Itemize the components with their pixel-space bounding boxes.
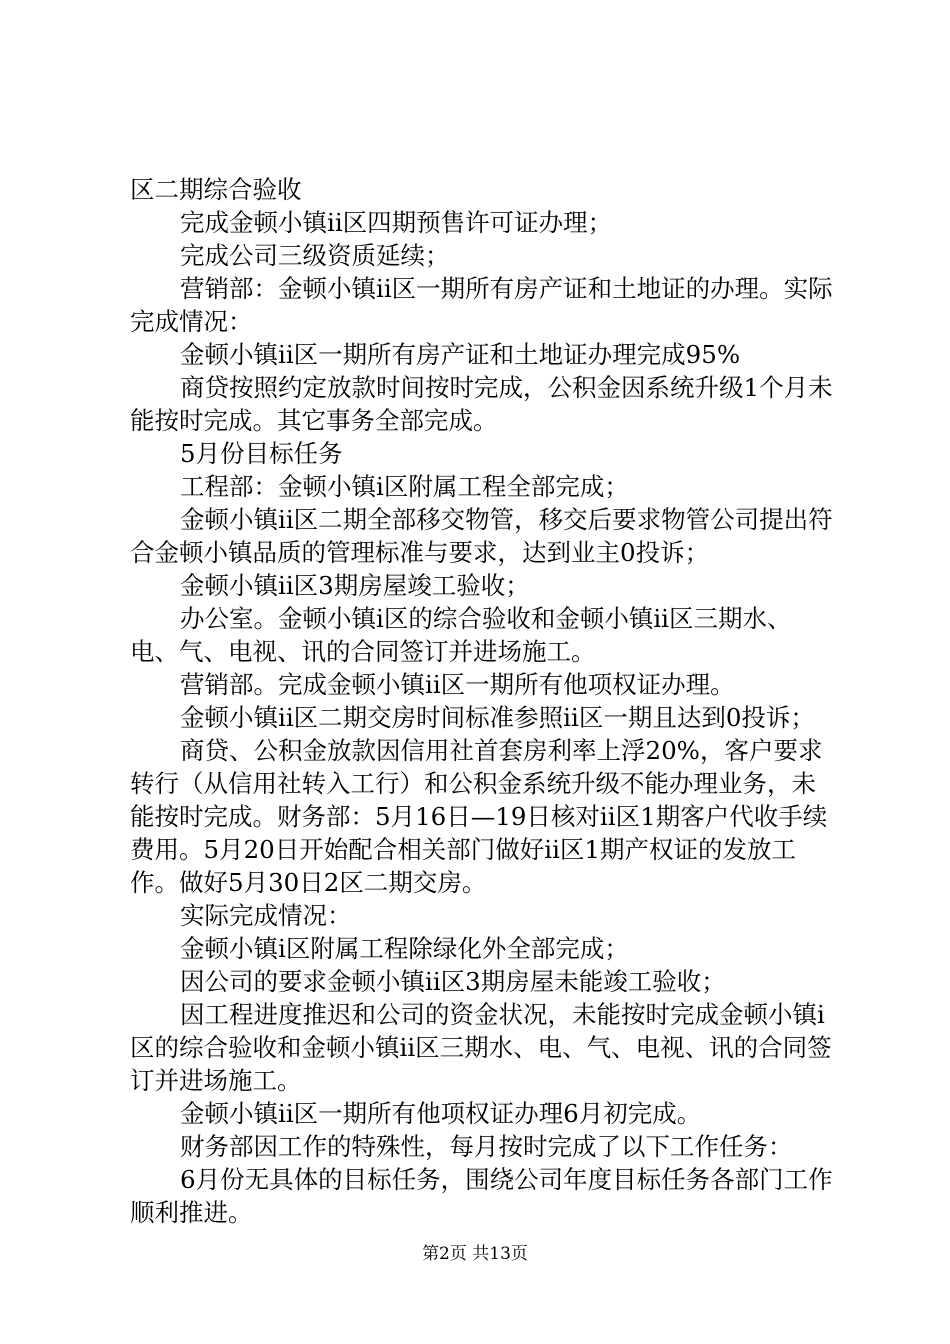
page-number-footer: 第2页 共13页 bbox=[422, 1244, 528, 1264]
paragraph-12: 营销部。完成金顿小镇ii区一期所有他项权证办理。 bbox=[180, 670, 735, 699]
paragraph-11: 办公室。金顿小镇i区的综合验收和金顿小镇ii区三期水、电、气、电视、讯的合同签订并进场施工。 bbox=[130, 604, 792, 666]
paragraph-17: 因公司的要求金顿小镇ii区3期房屋未能竣工验收； bbox=[180, 967, 726, 996]
paragraph-18: 因工程进度推迟和公司的资金状况，未能按时完成金顿小镇i区的综合验收和金顿小镇ii区三期水、电、气、电视、讯的合同签订并进场施工。 bbox=[130, 1000, 832, 1095]
paragraph-14: 商贷、公积金放款因信用社首套房利率上浮20%，客户要求转行（从信用社转入工行）和公积金系统升级不能办理业务，未能按时完成。财务部：5月16日—19日核对ii区1期客户代收手续费用。5月20日开始配合相关部门做好ii区1期产权证的发放工作。做好5月30日2区二期交房。 bbox=[130, 736, 828, 897]
paragraph-4: 营销部：金顿小镇ii区一期所有房产证和土地证的办理。实际完成情况： bbox=[130, 274, 833, 336]
paragraph-8: 工程部：金顿小镇i区附属工程全部完成； bbox=[180, 472, 629, 501]
document-body bbox=[130, 173, 835, 1229]
paragraph-3: 完成公司三级资质延续； bbox=[180, 241, 450, 270]
paragraph-5: 金顿小镇ii区一期所有房产证和土地证办理完成95% bbox=[180, 340, 741, 369]
paragraph-16: 金顿小镇i区附属工程除绿化外全部完成； bbox=[180, 934, 629, 963]
paragraph-9: 金顿小镇ii区二期全部移交物管，移交后要求物管公司提出符合金顿小镇品质的管理标准与要求，达到业主0投诉； bbox=[130, 505, 833, 567]
paragraph-1: 区二期综合验收 bbox=[130, 175, 302, 204]
paragraph-7: 5月份目标任务 bbox=[180, 439, 343, 468]
paragraph-13: 金顿小镇ii区二期交房时间标准参照ii区一期且达到0投诉； bbox=[180, 703, 815, 732]
paragraph-15: 实际完成情况： bbox=[180, 901, 352, 930]
paragraph-6: 商贷按照约定放款时间按时完成，公积金因系统升级1个月未能按时完成。其它事务全部完成。 bbox=[130, 373, 833, 435]
paragraph-20: 财务部因工作的特殊性，每月按时完成了以下工作任务： bbox=[180, 1132, 793, 1161]
paragraph-10: 金顿小镇ii区3期房屋竣工验收； bbox=[180, 571, 530, 600]
paragraph-2: 完成金顿小镇ii区四期预售许可证办理； bbox=[180, 208, 613, 237]
paragraph-19: 金顿小镇ii区一期所有他项权证办理6月初完成。 bbox=[180, 1099, 702, 1128]
paragraph-21: 6月份无具体的目标任务，围绕公司年度目标任务各部门工作顺利推进。 bbox=[130, 1165, 833, 1227]
